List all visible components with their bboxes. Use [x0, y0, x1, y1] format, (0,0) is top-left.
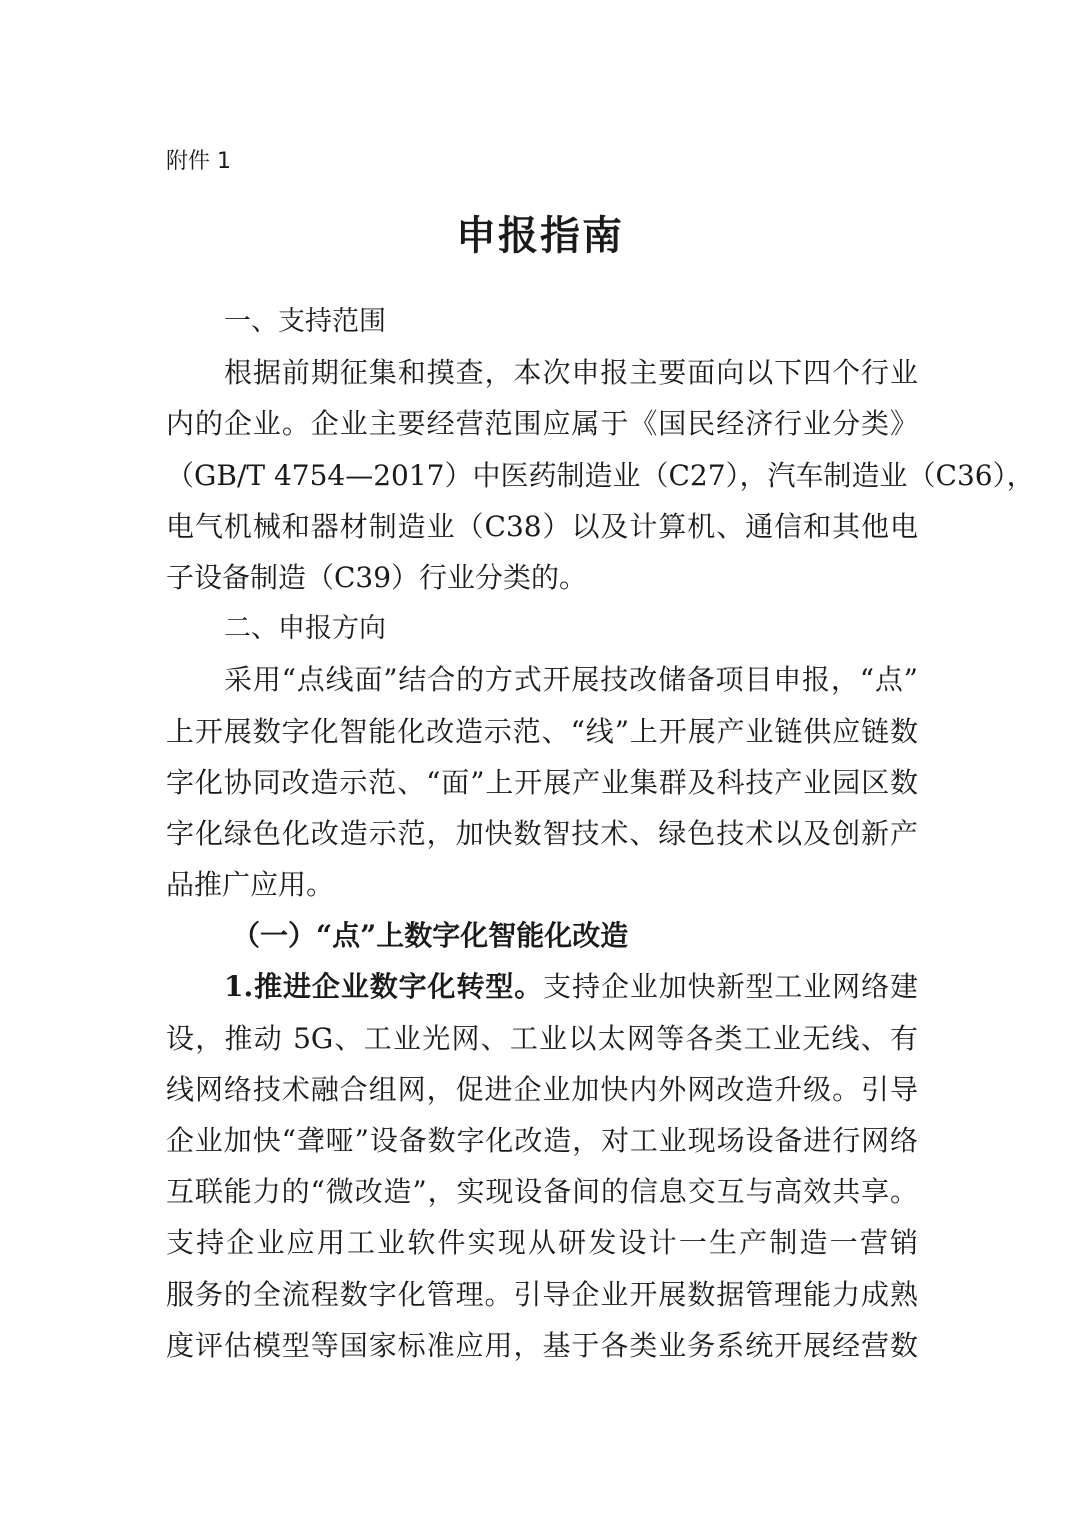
paragraph-line: 企业加快“聋哑”设备数字化改造，对工业现场设备进行网络 [166, 1124, 918, 1157]
paragraph-line: （GB/T 4754—2017）中医药制造业（C27），汽车制造业（C36）， [166, 458, 1035, 492]
paragraph-line: 电气机械和器材制造业（C38）以及计算机、通信和其他电 [166, 509, 918, 543]
paragraph-line: 内的企业。企业主要经营范围应属于《国民经济行业分类》 [166, 407, 918, 441]
paragraph-line: 互联能力的“微改造”，实现设备间的信息交互与高效共享。 [166, 1175, 918, 1209]
paragraph-line: 线网络技术融合组网，促进企业加快内外网改造升级。引导 [166, 1072, 918, 1106]
document-title: 申报指南 [456, 213, 624, 259]
section-heading-scope: 一、支持范围 [224, 306, 386, 337]
attachment-label: 附件 1 [166, 149, 231, 174]
item-lead-bold: 1.推进企业数字化转型。 [224, 970, 544, 1004]
section-heading-direction: 二、申报方向 [224, 613, 386, 645]
paragraph-line: 上开展数字化智能化改造示范、“线”上开展产业链供应链数 [166, 714, 918, 748]
paragraph-line: 根据前期征集和摸查，本次申报主要面向以下四个行业 [224, 356, 918, 390]
document-body [166, 296, 1035, 1371]
paragraph-line: 服务的全流程数字化管理。引导企业开展数据管理能力成熟 [166, 1277, 918, 1311]
paragraph-line: 字化协同改造示范、“面”上开展产业集群及科技产业园区数 [166, 765, 918, 799]
item-lead-rest: 支持企业加快新型工业网络建 [543, 970, 918, 1004]
paragraph-line: 字化绿色化改造示范，加快数智技术、绿色技术以及创新产 [166, 816, 918, 850]
paragraph-line: 设，推动 5G、工业光网、工业以太网等各类工业无线、有 [166, 1021, 918, 1055]
paragraph-line [166, 961, 918, 1012]
subsection-heading: （一）“点”上数字化智能化改造 [232, 919, 629, 953]
paragraph-line: 度评估模型等国家标准应用，基于各类业务系统开展经营数 [166, 1328, 918, 1362]
paragraph-line: 采用“点线面”结合的方式开展技改储备项目申报，“点” [224, 663, 918, 697]
paragraph-line: 品推广应用。 [166, 868, 335, 902]
paragraph-line: 支持企业应用工业软件实现从研发设计一生产制造一营销 [166, 1226, 918, 1260]
paragraph-line: 子设备制造（C39）行业分类的。 [166, 560, 588, 594]
